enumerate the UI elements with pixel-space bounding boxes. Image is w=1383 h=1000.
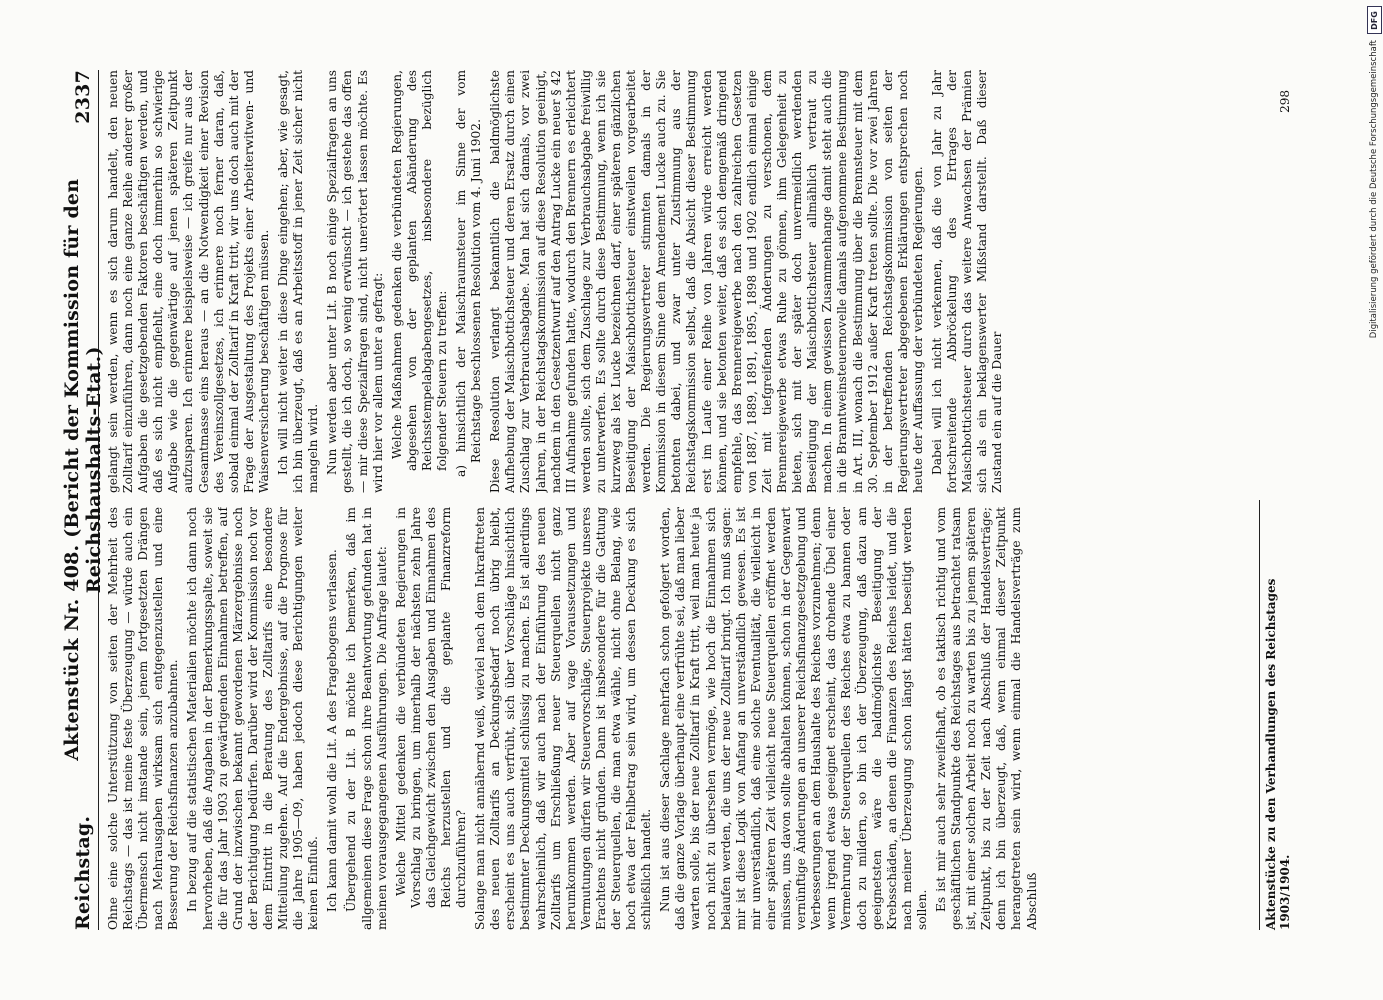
footer-publication-line: Aktenstücke zu den Verhandlungen des Reichstages 1903/1904.	[1259, 500, 1292, 930]
footer-sheet-number: 298	[1277, 90, 1292, 113]
text-columns	[106, 70, 1262, 930]
paragraph: Ich kann damit wohl die Lit. A des Fragebogens verlassen.	[324, 549, 339, 912]
text-column-left	[106, 507, 1262, 930]
header-title: Aktenstück Nr. 408. (Bericht der Kommission für den Reichshaushalts-Etat.)	[60, 178, 105, 761]
rotated-document-page	[62, 50, 1322, 950]
paragraph: Welche Maßnahmen gedenken die verbündeten Regierungen, abgesehen von der geplanten Abänderung des Reichsstempelabgabengesetzes, insbesondere bezüglich folgender Steuern zu treffen:	[389, 70, 449, 471]
text-column-right	[106, 70, 1262, 493]
paragraph: Es ist mir auch sehr zweifelhaft, ob es taktisch richtig und vom geschäftlichen Standpunkte des Reichstages aus betrachtet ratsam ist, mit einer solchen Arbeit noch zu warten bis zu jenem späteren Zeitpunkt, bis zu der Zeit nach Abschluß der Handelsverträge; denn ich bin überzeugt, daß, wenn einmal dieser Zeitpunkt herangetreten sein wird, wenn einmal die Handelsverträge zum Abschluß	[933, 507, 1039, 930]
paragraph: a) hinsichtlich der Maischraumsteuer im Sinne der vom Reichstage beschlossenen Resolution vom 4. Juni 1902.	[453, 70, 483, 477]
header-page-number: 2337	[71, 70, 94, 124]
dfg-logo: DFG	[1367, 6, 1382, 34]
dfg-sidebar	[1367, 6, 1381, 726]
paragraph: Ohne eine solche Unterstützung von seiten der Mehrheit des Reichstags — das ist meine feste Überzeugung — würde auch ein Übermensch nicht imstande sein, jenem fortgesetzten Drängen nach Mehrausgaben wirksam sich entgegenzustellen und eine Besserung der Reichsfinanzen anzubahnen.	[105, 507, 180, 930]
page-header	[60, 70, 105, 930]
dfg-credit-text: Digitalisierung gefördert durch die Deutsche Forschungsgemeinschaft	[1369, 40, 1379, 339]
paragraph: Dabei will ich nicht verkennen, daß die von Jahr zu Jahr fortschreitende Abbröckelung des Ertrages der Maischbottichsteuer durch das weitere Anwachsen der Prämien sich als ein beklagenswerter Mißstand darstellt. Daß dieser Zustand ein auf die Dauer	[929, 70, 1004, 493]
paragraph: Nun werden aber unter Lit. B noch einige Spezialfragen an uns gestellt, die ich doch, so wenig erwünscht — ich gestehe das offen — mir diese Spezialfragen sind, nicht unerörtert lassen möchte. Es wird hier vor allem unter a gefragt:	[324, 70, 385, 493]
paragraph: Übergehend zu der Lit. B möchte ich bemerken, daß im allgemeinen diese Frage schon ihre Beantwortung gefunden hat in meinen vorausgegangenen Ausführungen. Die Anfrage lautet:	[343, 507, 389, 930]
paragraph: Ich will nicht weiter in diese Dinge eingehen; aber, wie gesagt, ich bin überzeugt, daß es an Arbeitsstoff in jener Zeit sicher nicht mangeln wird.	[275, 70, 320, 493]
paragraph: Diese Resolution verlangt bekanntlich die baldmöglichste Aufhebung der Maischbottichsteuer und deren Ersatz durch einen Zuschlag zur Verbrauchsabgabe. Man hat sich damals, vor zwei Jahren, in der Reichstagskommission auf diese Resolution geeinigt, nachdem in den Gesetzentwurf auf den Antrag Lucke ein neuer § 42 III Aufnahme gefunden hatte, wodurch den Brennern es erleichtert werden sollte, sich dem Zuschlage zur Verbrauchsabgabe freiwillig zu unterwerfen. Es sollte durch diese Bestimmung, wenn ich sie kurzweg als lex Lucke bezeichnen darf, einer späteren gänzlichen Beseitigung der Maischbottichsteuer einstweilen vorgearbeitet werden. Die Regierungsvertreter stimmten damals in der Kommission in diesem Sinne dem Amendement Lucke auch zu. Sie betonten dabei, und zwar unter Zustimmung aus der Reichstagskommission selbst, daß die Absicht dieser Bestimmung erst im Laufe einer Reihe von Jahren würde erreicht werden können, und sie betonten weiter, daß es sich demgemäß dringend empfehle, das Brennereigewerbe nach den zahlreichen Gesetzen von 1887, 1889, 1891, 1895, 1898 und 1902 endlich einmal einige Zeit mit tiefgreifenden Änderungen zu verschonen, dem Brennereigewerbe etwas Ruhe zu gönnen, ihm Gelegenheit zu bieten, sich mit der später doch unvermeidlich werdenden Beseitigung der Maischbottichsteuer allmählich vertraut zu machen. In einem gewissen Zusammenhange damit steht auch die in die Branntweinsteuernovelle damals aufgenommene Bestimmung in Art. III, wonach die Bestimmung über die Brennsteuer mit dem 30. September 1912 außer Kraft treten sollte. Die vor zwei Jahren in der betreffenden Reichstagskommission von seiten der Regierungsvertreter abgegebenen Erklärungen entsprechen noch heute der Auffassung der verbündeten Regierungen.	[487, 70, 925, 493]
paragraph: Nun ist aus dieser Sachlage mehrfach schon gefolgert worden, daß die ganze Vorlage überhaupt eine verfrühte sei, daß man lieber warten solle, bis der neue Zolltarif in Kraft tritt, weil man heute ja noch nicht zu übersehen vermöge, wie hoch die Einnahmen sich belaufen werden, die uns der neue Zolltarif bringt. Ich muß sagen: mir ist diese Logik von Anfang an unverständlich gewesen. Es ist mir unverständlich, daß eine solche Eventualität, die vielleicht in einer späteren Zeit vielleicht neue Steuerquellen eröffnet werden müssen, uns davon sollte abhalten können, schon in der Gegenwart vernünftige Änderungen an unserer Reichsfinanzgesetzgebung und Verbesserungen an dem Haushalte des Reiches vorzunehmen; denn wenn irgend etwas geeignet erscheint, das drohende Übel einer Vermehrung der Steuerquellen des Reiches etwa zu bannen oder doch zu mildern, so bin ich der Überzeugung, daß dazu am geeignetsten wäre die baldmöglichste Beseitigung der Krebsschäden, an denen die Finanzen des Reiches leidet, und die nach meiner Überzeugung schon längst hätten beseitigt werden sollen.	[657, 507, 929, 930]
paragraph: In bezug auf die statistischen Materialien möchte ich dann noch hervorheben, daß die Angaben in der Bemerkungsspalte, soweit sie die für das Jahr 1903 zu gewärtigenden Einnahmen betreffen, auf Grund der inzwischen bekannt gewordenen Märzergebnisse noch der Berichtigung bedürfen. Darüber wird der Kommission noch vor dem Eintritt in die Beratung des Zolltarifs eine besondere Mitteilung zugehen. Auf die Endergebnisse, auf die Prognose für die Jahre 1905—09, haben jedoch diese Berichtigungen weiter keinen Einfluß.	[184, 507, 320, 930]
paragraph: gelangt sein werden, wenn es sich darum handelt, den neuen Zolltarif einzuführen, dann noch eine ganze Reihe anderer großer Aufgaben die gesetzgebenden Faktoren beschäftigen werden, und daß es sich nicht empfiehlt, eine doch immerhin so schwierige Aufgabe wie die gegenwärtige auf jenen späteren Zeitpunkt aufzusparen. Ich erinnere beispielsweise — ich greife nur aus der Gesamtmasse eins heraus — an die Notwendigkeit einer Revision des Vereinszollgesetzes, ich erinnere noch ferner daran, daß, sobald einmal der Zolltarif in Kraft tritt, wir uns doch auch mit der Frage der Ausgestaltung des Projekts einer Arbeiterwitwen- und Waisenversicherung beschäftigen müssen.	[105, 70, 271, 493]
header-reichstag: Reichstag.	[71, 815, 94, 930]
paragraph: Solange man nicht annähernd weiß, wieviel nach dem Inkrafttreten des neuen Zolltarifs an Deckungsbedarf noch übrig bleibt, erscheint es uns auch verfrüht, sich über Vorschläge hinsichtlich bestimmter Deckungsmittel schlüssig zu machen. Es ist allerdings wahrscheinlich, daß wir auch nach der Einführung des neuen Zolltarifs um Erschließung neuer Steuerquellen nicht ganz herumkommen werden. Aber auf vage Voraussetzungen und Vermutungen dürfen wir Steuervorschläge, Steuerprojekte unseres Erachtens nicht gründen. Dann ist insbesondere für die Gattung der Steuerquellen, die man etwa wähle, nicht ohne Belang, wie hoch etwa der Fehlbetrag sein wird, um dessen Deckung es sich schließlich handelt.	[472, 507, 653, 930]
paragraph: Welche Mittel gedenken die verbündeten Regierungen in Vorschlag zu bringen, um innerhalb der nächsten zehn Jahre das Gleichgewicht zwischen den Ausgaben und Einnahmen des Reichs herzustellen und die geplante Finanzreform durchzuführen?	[393, 507, 468, 908]
